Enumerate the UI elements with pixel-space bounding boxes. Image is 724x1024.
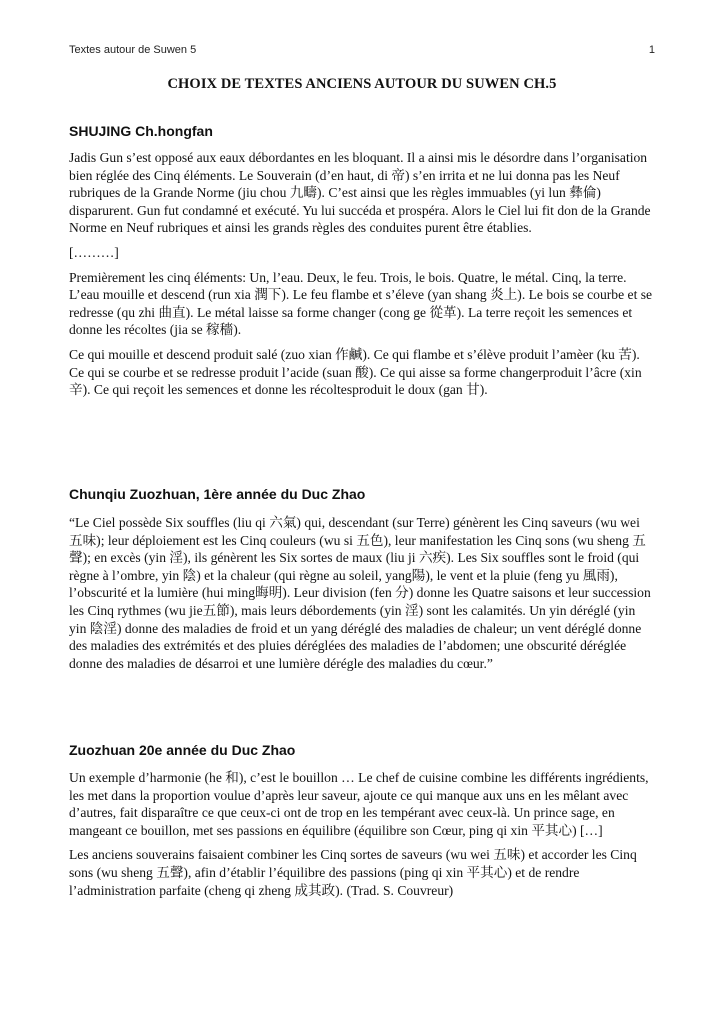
section-heading: SHUJING Ch.hongfan bbox=[69, 123, 213, 139]
paragraph: Les anciens souverains faisaient combiner les Cinq sortes de saveurs (wu wei 五味) et accorder les Cinq sons (wu sheng 五聲), afin d’établir l’équilibre des passions (ping qi xin 平其心) et de rendre l’administration parfaite (cheng qi zheng 成其政). (Trad. S. Couvreur) bbox=[69, 847, 637, 898]
section-heading: Zuozhuan 20e année du Duc Zhao bbox=[69, 742, 296, 758]
section-zuozhuan-1 bbox=[69, 486, 655, 672]
page-number: 1 bbox=[648, 44, 655, 56]
running-header bbox=[69, 44, 655, 56]
paragraph: Premièrement les cinq éléments: Un, l’eau. Deux, le feu. Trois, le bois. Quatre, le métal. Cinq, la terre. L’eau mouille et descend (run xia 潤下). Le feu flambe et s’éleve (yan shang 炎上). Le bois se courbe et se redresse (qu zhi 曲直). Le métal laisse sa forme changer (cong ge 從革). La terre reçoit les semences et donne les récoltes (jia se 稼穡). bbox=[69, 269, 653, 338]
paragraph: Jadis Gun s’est opposé aux eaux débordantes en les bloquant. Il a ainsi mis le désordre dans l’organisation bien réglée des Cinq éléments. Le Souverain (d’en haut, di 帝) s’en irrita et ne lui donna pas les Neuf rubriques de la Grande Norme (jiu chou 九疇). C’est ainsi que les règles immuables (yi lun 彝倫) disparurent. Gun fut condamné et exécuté. Yu lui succéda et prospéra. Alors le Ciel lui fit don de la Grande Norme en Neuf rubriques et ainsi les grands règles des conduites purent être établies. bbox=[69, 150, 651, 236]
running-title: Textes autour de Suwen 5 bbox=[69, 44, 197, 56]
paragraph: “Le Ciel possède Six souffles (liu qi 六氣) qui, descendant (sur Terre) génèrent les Cinq saveurs (wu wei 五味); leur déploiement est les Cinq couleurs (wu si 五色), leur manifestation les Cinq sons (wu sheng 五聲); en excès (yin 淫), ils génèrent les Six sortes de maux (liu ji 六疾). Les Six souffles sont le froid (qui règne à l’ombre, yin 陰) et la chaleur (qui règne au soleil, yang陽), le vent et la pluie (feng yu 風雨), l’obscurité et la lumière (hui ming晦明). Leur division (fen 分) donne les Quatre saisons et leur succession les Cinq rythmes (wu jie五節), mais leurs débordements (yin 淫) sont les calamités. Un yin déréglé (yin yin 陰淫) donne des maladies de froid et un yang déréglé des maladies de chaleur; un vent déréglé donne des maladies des extrémités et des pluies déréglées des maladies de l’abdomen; une obscurité déréglée donne des maladies de désarroi et une lumière dérégle des maladies du cœur.” bbox=[69, 515, 651, 671]
paragraph: Ce qui mouille et descend produit salé (zuo xian 作鹹). Ce qui flambe et s’élève produit l’amèer (ku 苦). Ce qui se courbe et se redresse produit l’acide (suan 酸). Ce qui aisse sa forme changerproduit l’âcre (xin 辛). Ce qui reçoit les semences et donne les récoltesproduit le doux (gan 甘). bbox=[69, 346, 642, 398]
document-title: CHOIX DE TEXTES ANCIENS AUTOUR DU SUWEN CH.5 bbox=[167, 76, 557, 92]
paragraph: Un exemple d’harmonie (he 和), c’est le bouillon … Le chef de cuisine combine les différents ingrédients, les met dans la proportion voulue d’après leur saveur, ajoute ce qui manque aux uns en les mêlant avec d’autres, fait disparaître ce que ceux-ci ont de trop en les tempérant avec ceux-là. Un prince sage, en mangeant ce bouillon, met ses passions en équilibre (équilibre son Cœur, ping qi xin 平其心) […] bbox=[69, 770, 649, 838]
section-zuozhuan-20 bbox=[69, 742, 655, 899]
section-heading: Chunqiu Zuozhuan, 1ère année du Duc Zhao bbox=[69, 486, 366, 502]
paragraph: [………] bbox=[69, 244, 119, 260]
section-shujing bbox=[69, 123, 655, 399]
